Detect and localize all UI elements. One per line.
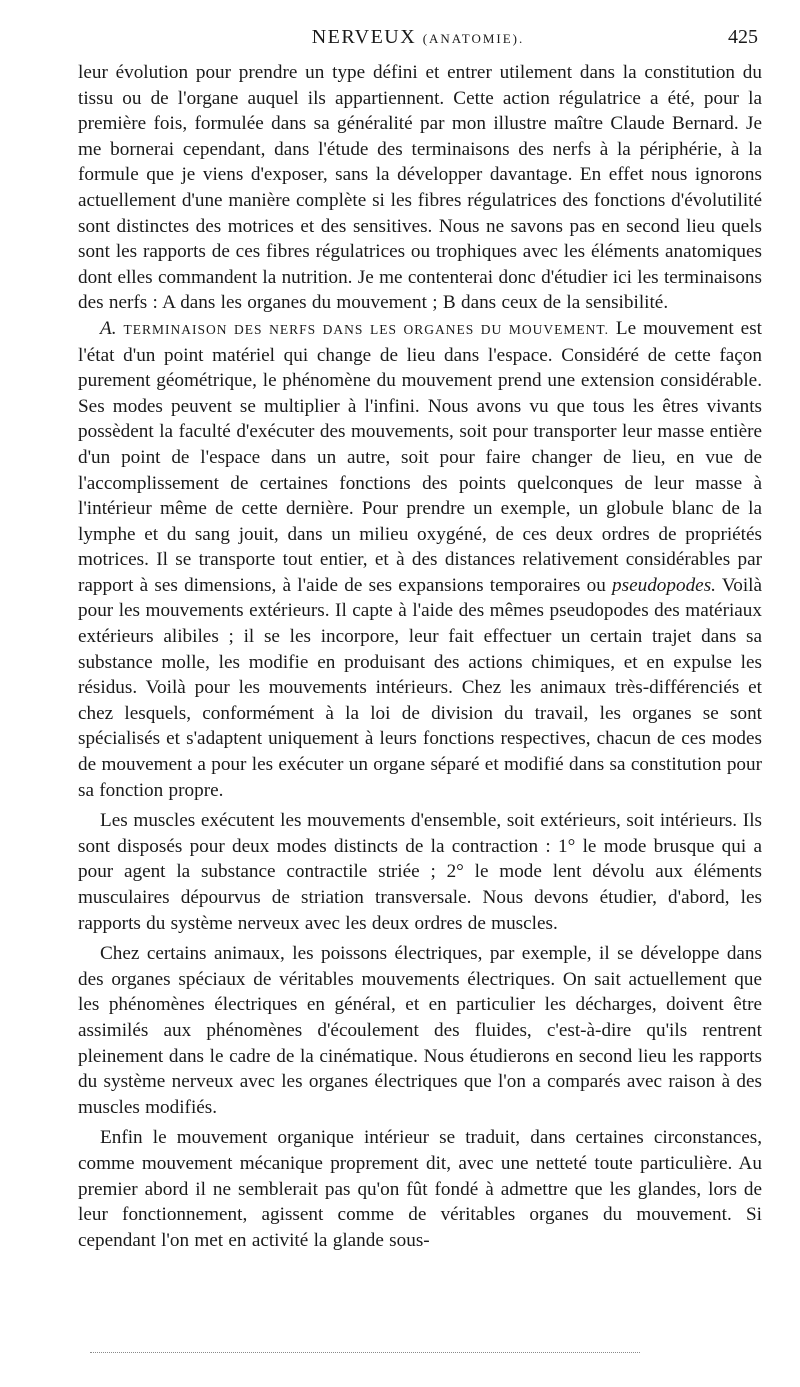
paragraph-5: Enfin le mouvement organique intérieur se traduit, dans certaines circonstances, comme mouvement mécanique proprement dit, avec une netteté toute particulière. Au premier abord il ne semblerait pas qu'on fût fondé à admettre que les glandes, lors de leur fonctionnement, agissent comme de véritables organes du mouvement. Si cependant l'on met en activité la glande sous-: [78, 1127, 762, 1251]
paragraph-2-italic: pseudopodes.: [612, 574, 716, 596]
paragraph-3: Les muscles exécutent les mouvements d'ensemble, soit extérieurs, soit intérieurs. Ils sont disposés pour deux modes distincts de la contraction : 1° le mode brusque qui a pour agent la substance contractile striée ; 2° le mode lent dévolu aux éléments musculaires dépourvus de striation transversale. Nous devons étudier, d'abord, les rapports du système nerveux avec les deux ordres de muscles.: [78, 810, 762, 934]
paragraph-2-text-a: Le mouvement est l'état d'un point matériel qui change de lieu dans l'espace. Considéré de cette façon purement géométrique, le phénomène du mouvement prend une extension considérable. Ses modes peuvent se multiplier à l'infini. Nous avons vu que tous les êtres vivants possèdent la faculté d'exécuter des mouvements, soit pour transporter leur masse entière d'un point de l'espace dans un autre, soit pour faire changer de lieu, en vue de l'accomplissement de certaines fonctions des points quelconques de leur masse à l'intérieur même de cette dernière. Pour prendre un exemple, un globule blanc de la lymphe et du sang jouit, dans un milieu oxygéné, de ces deux ordres de propriétés motrices. Il se transporte tout entier, et à des distances relativement considérables par rapport à ses dimensions, à l'aide de ses expansions temporaires ou: [78, 317, 762, 596]
running-title-sub: (ANATOMIE).: [422, 31, 525, 46]
bottom-dotted-rule: [90, 1352, 640, 1353]
running-title-main: NERVEUX: [311, 26, 417, 48]
paragraph-4: Chez certains animaux, les poissons électriques, par exemple, il se développe dans des organes spéciaux de véritables mouvements électriques. On sait actuellement que les phénomènes électriques en général, et en particulier les décharges, doivent être assimilés aux phénomènes d'écoulement des fluides, c'est-à-dire qu'ils rentrent pleinement dans le cadre de la cinématique. Nous étudierons en second lieu les rapports du système nerveux avec les organes électriques que l'on a comparés avec raison à des muscles modifiés.: [78, 943, 762, 1118]
section-letter: A.: [100, 317, 117, 339]
running-head: [78, 26, 758, 52]
paragraph-2: [78, 316, 762, 803]
page-number: 425: [728, 26, 758, 48]
paragraph-1: leur évolution pour prendre un type défini et entrer utilement dans la constitution du tissu ou de l'organe auquel ils appartiennent. Cette action régulatrice a été, pour la première fois, formulée dans sa généralité par mon illustre maître Claude Bernard. Je me bornerai cependant, dans l'étude des terminaisons des nerfs à la périphérie, à la formule que je viens d'exposer, sans la développer davantage. En effet nous ignorons actuellement d'une manière complète si les fibres régulatrices des fonctions d'évolutilité sont distinctes des motrices et des sensitives. Nous ne savons pas en second lieu quels sont les rapports de ces fibres régulatrices ou trophiques avec les éléments anatomiques dont elles commandent la nutrition. Je me contenterai donc d'étudier ici les terminaisons des nerfs : A dans les organes du mouvement ; B dans ceux de la sensibilité.: [78, 62, 762, 314]
running-title: [78, 26, 758, 49]
body-text: [78, 60, 762, 1253]
section-heading: TERMINAISON DES NERFS DANS LES ORGANES DU MOUVEMENT.: [123, 321, 609, 337]
paragraph-2-text-b: Voilà pour les mouvements extérieurs. Il capte à l'aide des mêmes pseudopodes des matériaux extérieurs alibiles ; il se les incorpore, leur fait effectuer un certain trajet dans sa substance molle, les modifie en produisant des actions chimiques, et en expulse les résidus. Voilà pour les mouvements intérieurs. Chez les animaux très-différenciés et chez lesquels, conformément à la loi de division du travail, les organes se sont spécialisés et s'adaptent uniquement à leurs fonctions respectives, chacun de ces modes de mouvement a pour les exécuter un organe séparé et modifié dans sa constitution pour sa fonction propre.: [78, 574, 763, 801]
